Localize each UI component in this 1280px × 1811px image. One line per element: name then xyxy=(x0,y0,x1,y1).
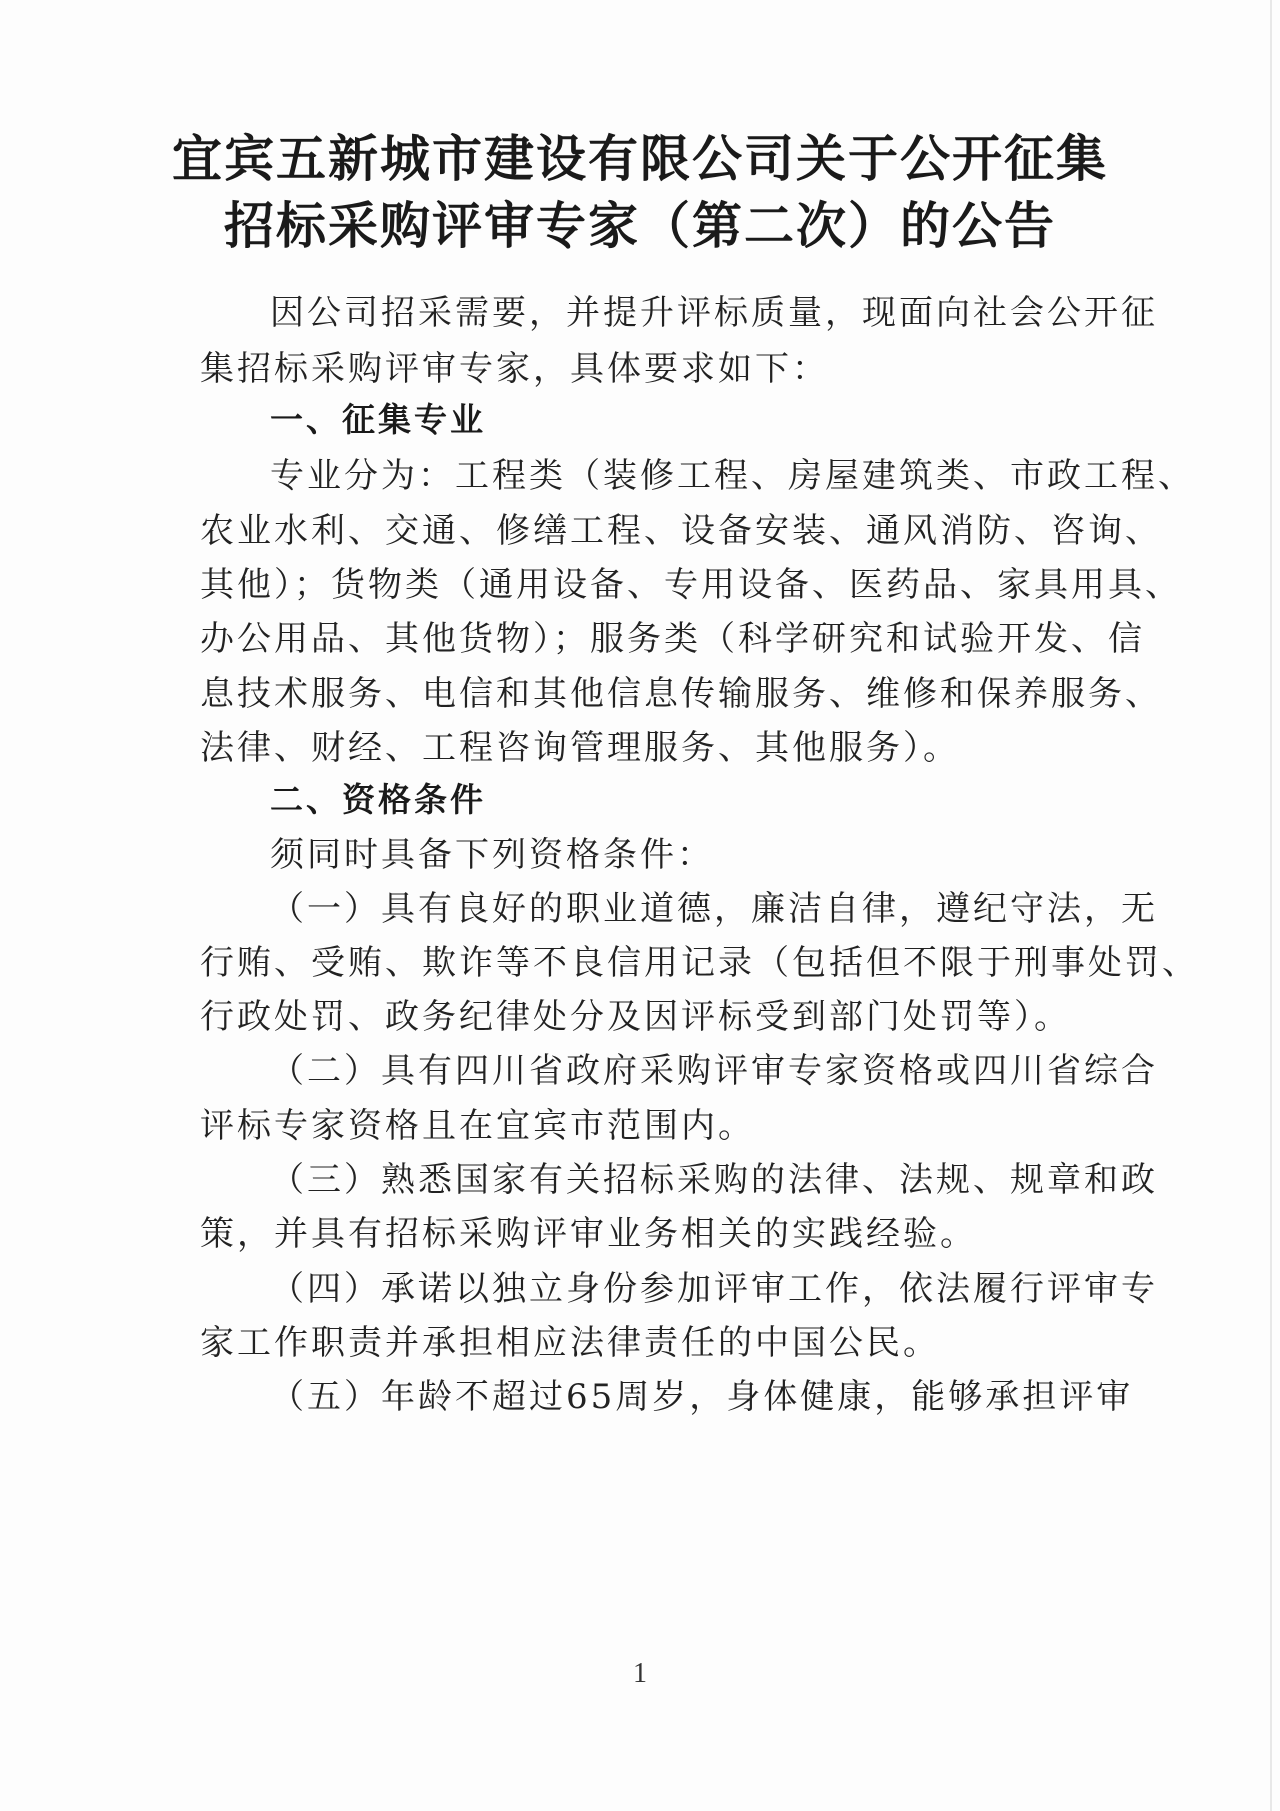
qualifications-lead: 须同时具备下列资格条件： xyxy=(270,835,714,875)
section-heading-majors: 一、征集专业 xyxy=(270,400,486,439)
qualification-1-line-3: 行政处罚、政务纪律处分及因评标受到部门处罚等）。 xyxy=(200,997,1071,1037)
majors-line-3: 其他）；货物类（通用设备、专用设备、医药品、家具用具、 xyxy=(200,565,1182,605)
page-number: 1 xyxy=(633,1658,647,1689)
qualification-1-line-2: 行贿、受贿、欺诈等不良信用记录（包括但不限于刑事处罚、 xyxy=(200,943,1199,983)
qualification-5-line-1: （五）年龄不超过65周岁，身体健康，能够承担评审 xyxy=(270,1377,1134,1417)
document-title-line-2: 招标采购评审专家（第二次）的公告 xyxy=(224,196,1056,255)
qualification-1-line-1: （一）具有良好的职业道德，廉洁自律，遵纪守法，无 xyxy=(270,889,1158,929)
qualification-2-line-2: 评标专家资格且在宜宾市范围内。 xyxy=(200,1106,755,1146)
section-heading-qualifications: 二、资格条件 xyxy=(270,780,486,819)
qualification-3-line-2: 策，并具有招标采购评审业务相关的实践经验。 xyxy=(200,1214,977,1254)
qualification-4-line-1: （四）承诺以独立身份参加评审工作，依法履行评审专 xyxy=(270,1269,1158,1309)
qualification-3-line-1: （三）熟悉国家有关招标采购的法律、法规、规章和政 xyxy=(270,1160,1158,1200)
intro-line-2: 集招标采购评审专家，具体要求如下： xyxy=(200,349,829,389)
qualification-2-line-1: （二）具有四川省政府采购评审专家资格或四川省综合 xyxy=(270,1051,1158,1091)
qualification-4-line-2: 家工作职责并承担相应法律责任的中国公民。 xyxy=(200,1323,940,1363)
majors-line-5: 息技术服务、电信和其他信息传输服务、维修和保养服务、 xyxy=(200,674,1162,714)
majors-line-4: 办公用品、其他货物）；服务类（科学研究和试验开发、信 xyxy=(200,619,1145,659)
majors-line-6: 法律、财经、工程咨询管理服务、其他服务）。 xyxy=(200,728,960,768)
intro-line-1: 因公司招采需要，并提升评标质量，现面向社会公开征 xyxy=(270,293,1158,333)
scan-edge xyxy=(1270,0,1272,1811)
majors-line-2: 农业水利、交通、修缮工程、设备安装、通风消防、咨询、 xyxy=(200,511,1162,551)
majors-line-1: 专业分为：工程类（装修工程、房屋建筑类、市政工程、 xyxy=(270,456,1195,496)
document-title-line-1: 宜宾五新城市建设有限公司关于公开征集 xyxy=(172,129,1108,188)
